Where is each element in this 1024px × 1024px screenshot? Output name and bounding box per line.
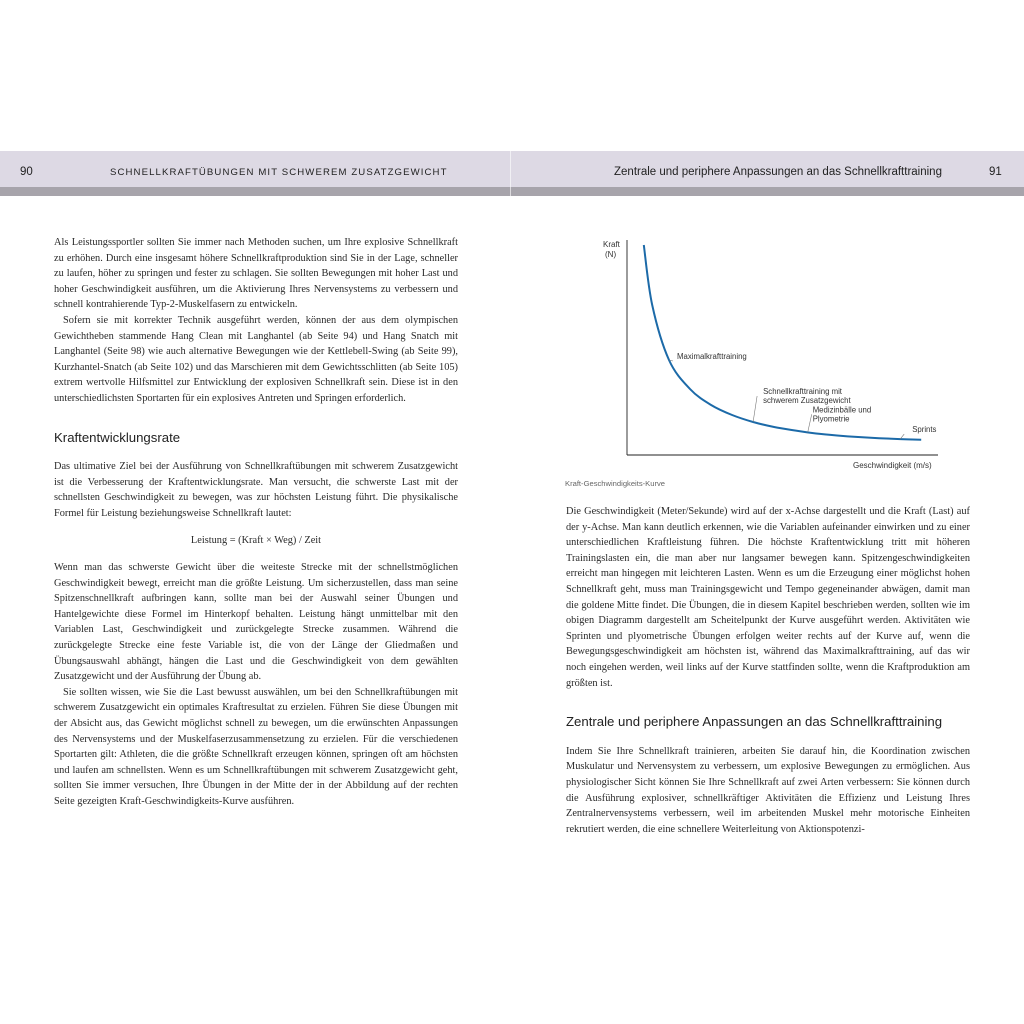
right-column [566, 504, 970, 837]
force-velocity-curve [644, 245, 921, 440]
right-paragraph-1: Die Geschwindigkeit (Meter/Sekunde) wird auf der x-Achse dargestellt und die Kraft (Last) auf der y-Achse. Man kann deutlich erkennen, wie die Variablen aufeinander einwirken und zu einer unterschiedlichen Kraftleistung führen. Die höchste Kraftentwicklung tritt mit höheren Trainingslasten ein, die man aber nur langsamer bewegen kann. Spitzengeschwindigkeiten erreicht man hingegen mit leichteren Lasten. Wenn es um die Erzeugung einer möglichst hohen Schnellkraft geht, muss man Trainingsgewicht und Tempo gegeneinander abwägen, damit man die goldene Mitte findet. Die Übungen, die in diesem Kapitel beschrieben werden, sollten wie im obigen Diagramm dargestellt am Scheitelpunkt der Kurve ausgeführt werden. Aktivitäten wie Sprinten und plyometrische Übungen erfolgen weiter rechts auf der Kurve auf, wenn die Bewegungsgeschwindigkeit am höchsten ist, während das Maximalkrafttraining, auf das wir noch eingehen werden, weil links auf der Kurve stattfinden sollte, wenn die Kraftproduktion am größten ist. [566, 506, 970, 689]
annotation-label-1-0: Schnellkrafttraining mit [763, 387, 842, 396]
header-rule [0, 187, 1024, 196]
right-running-title: Zentrale und periphere Anpassungen an das Schnellkrafttraining [614, 166, 942, 178]
y-axis-label-line-1: Kraft [603, 240, 620, 249]
annotation-label-3-0: Sprints [912, 425, 937, 435]
section-heading-kraftentwicklungsrate: Kraftentwicklungsrate [54, 429, 181, 445]
page-gutter [510, 151, 511, 196]
annotation-label-2-0: Medizinbälle und [812, 405, 872, 415]
intro-paragraph-2: Sofern sie mit korrekter Technik ausgeführt werden, können der aus dem olympischen Gewichtheben stammende Hang Clean mit Langhantel (ab Seite 94) und Hang Snatch mit Langhantel (Seite 98) wie auch alternative Bewegungen wie der Kettlebell-Swing (ab Seite 99), Kurzhantel-Snatch (ab Seite 102) und das Marschieren mit dem Gewichtsschlitten (ab Seite 105) extrem wertvolle Hilfsmittel zur Entwicklung der explosiven Schnellkraft sein. Diese ist in den unterschiedlichsten Sportarten für ein explosives Antreten und Springen erforderlich. [54, 314, 458, 404]
intro-paragraph-1: Als Leistungssportler sollten Sie immer nach Methoden suchen, um Ihre explosive Schnellkraft zu erhöhen. Durch eine insgesamt höhere Schnellkraftproduktion sind Sie in der Lage, schneller zu laufen, höher zu springen und fester zu schlagen. Sie sollten Bewegungen mit hoher Last und hoher Geschwindigkeit ausführen, um die Aktivierung Ihres Nervensystems zu verbessern und schnell kontrahierende Typ-2-Muskelfasern zu entwickeln. [54, 237, 458, 311]
annotation-label-0-0: Maximalkrafttraining [677, 352, 747, 361]
left-page-number: 90 [20, 166, 33, 178]
section-heading-zentrale-anpassungen: Zentrale und periphere Anpassungen an das Schnellkrafttraining [566, 714, 943, 730]
annotation-leader-1 [753, 396, 757, 422]
annotation-label-1-1: schwerem Zusatzgewicht [763, 396, 851, 405]
section-paragraph-2: Wenn man das schwerste Gewicht über die weiteste Strecke mit der schnellstmöglichen Geschwindigkeit bewegt, erreicht man die größte Leistung. Um sicherzustellen, dass man seine Spitzenschnellkraft aufbringen kann, sollte man bei der Auswahl seiner Übungen und Hantelgewichte diese Formel im Hinterkopf behalten. Leistung hängt unmittelbar mit den Variablen Last, Geschwindigkeit und zurückgelegte Strecke zusammen. Während die zurückgelegte Strecke eine feste Variable ist, die von der Länge der Gliedmaßen und Übungsauswahl abhängt, hängen die Last und die Geschwindigkeit von dem gewählten Zusatzgewicht und der Ausführung der Übung ab. [54, 562, 458, 683]
force-velocity-chart-svg [560, 230, 960, 490]
curve-annotations [669, 352, 937, 439]
power-formula: Leistung = (Kraft × Weg) / Zeit [190, 534, 322, 546]
annotation-leader-2 [808, 414, 812, 432]
section-paragraph-3: Sie sollten wissen, wie Sie die Last bewusst auswählen, um bei den Schnellkraftübungen mit schwerem Zusatzgewicht ein optimales Kraftresultat zu erzielen. Führen Sie diese Übungen mit der Absicht aus, das Gewicht möglichst schnell zu bewegen, um die erwünschten Anpassungen des Nervensystems und der Muskelfaserzusammensetzung zu erzielen. Für die verschiedenen Sportarten gilt: Athleten, die die größte Schnellkraft erzeugen können, springen oft am höchsten und laufen am schnellsten. Wenn es um Schnellkraftübungen mit schwerem Zusatzgewicht geht, sollten Sie immer versuchen, Ihre Übungen in der Mitte der in der Abbildung auf der rechten Seite gezeigten Kraft-Geschwindigkeits-Kurve ausführen. [54, 686, 458, 807]
force-velocity-chart [560, 230, 960, 490]
chart-caption: Kraft-Geschwindigkeits-Kurve [565, 479, 666, 488]
y-axis-label-line-2: (N) [605, 250, 617, 259]
right-page-number: 91 [989, 166, 1002, 178]
section-paragraph-1: Das ultimative Ziel bei der Ausführung von Schnellkraftübungen mit schwerem Zusatzgewicht ist die Verbesserung der Kraftentwicklungsrate. Man versucht, die schwerste Last mit der schnellsten Geschwindigkeit zu bewegen, was zur höchsten Leistung führt. Die physikalische Formel für Leistung beziehungsweise Schnellkraft lautet: [54, 461, 458, 519]
left-running-title: SCHNELLKRAFTÜBUNGEN MIT SCHWEREM ZUSATZGEWICHT [110, 167, 448, 178]
annotation-label-2-1: Plyometrie [812, 414, 850, 424]
x-axis-label: Geschwindigkeit (m/s) [853, 461, 932, 470]
right-paragraph-2: Indem Sie Ihre Schnellkraft trainieren, arbeiten Sie darauf hin, die Koordination zwischen Muskulatur und Nervensystem zu verbessern, um explosive Bewegungen zu ermöglichen. Aus physiologischer Sicht können Sie Ihre Schnellkraft auf zwei Arten verbessern: Sie können durch die Ausführung explosiver, schnellkräftiger Aktivitäten die Effizienz und Leistung Ihres Zentralnervensystems verbessern, weil im arbeitenden Muskel mehr motorische Einheiten rekrutiert werden, die eine schnellere Weiterleitung von Aktionspotenzi- [566, 745, 970, 835]
left-column [54, 235, 458, 810]
